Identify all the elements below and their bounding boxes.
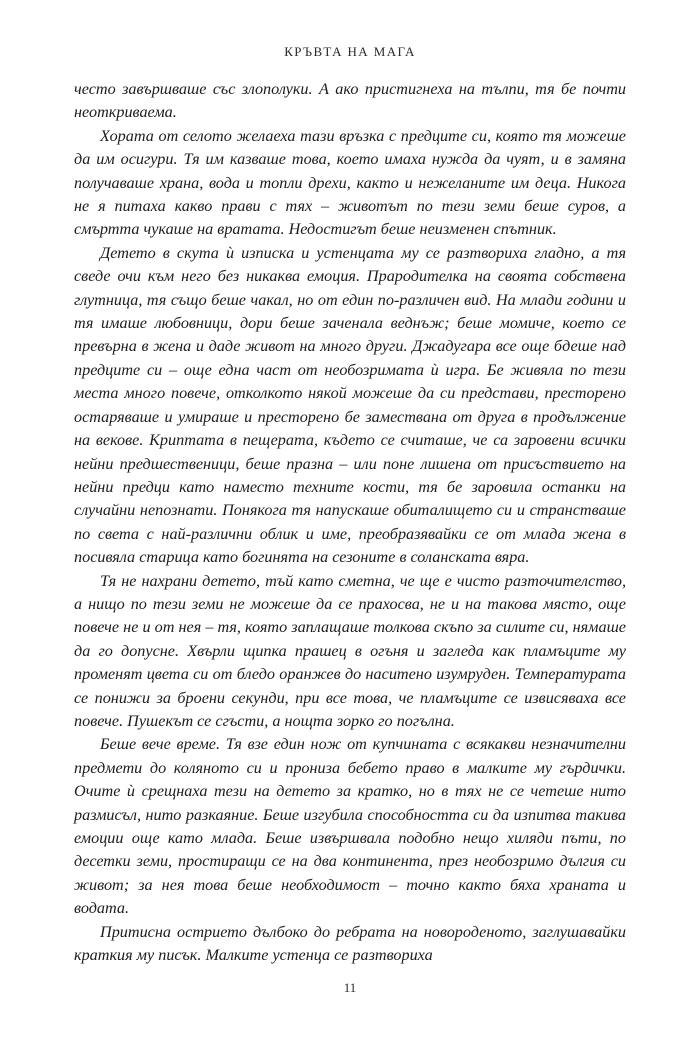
paragraph: Хората от селото желаеха тази връзка с предците си, която тя можеше да им осигури. Тя им казваше това, което имаха нужда да чуят, и в замяна получаваше храна, вода и топли дрехи, както и нежеланите им деца. Никога не я питаха какво прави с тях – животът по тези земи беше суров, а смъртта чукаше на вратата. Недостигът беше неизменен спътник. bbox=[74, 126, 626, 239]
paragraph-continued: често завършваше със злополуки. А ако пристигнеха на тълпи, тя бе почти неоткриваема. bbox=[74, 80, 626, 122]
paragraph: Тя не нахрани детето, тъй като сметна, че ще е чисто разточителство, а нищо по тези земи не можеше да се прахосва, не и на такова място, още повече не и от нея – тя, която заплащаше толкова скъпо за силите си, нямаше да го допусне. Хвърли щипка прашец в огъня и загледа как пламъците му променят цвета си от бледо оранжев до наситено изумруден. Температурата се понижи за броени секунди, при все това, че пламъците се извисяваха все повече. Пушекът се сгъсти, а нощта зорко го погълна. bbox=[74, 571, 626, 730]
paragraph: Притисна острието дълбоко до ребрата на новороденото, заглушавайки краткия му писък. Малките устенца се разтвориха bbox=[74, 922, 626, 965]
running-header: КРЪВТА НА МАГА bbox=[284, 44, 416, 59]
paragraph: Детето в скута ѝ изписка и устенцата му се разтвориха гладно, а тя сведе очи към него без никаква емоция. Прародителка на своята собствена глутница, тя също беше чакал, но от един по-различен вид. На млади години и тя имаше любовници, дори беше заченала веднъж; беше момиче, което се превърна в жена и даде живот на много други. Джадугара все още бдеше над предците си – още една част от необозримата ѝ игра. Бе живяла по тези места много повече, отколкото някой можеше да си представи, престорено остаряваше и умираше и престорено бе замествана от друга в продължение на векове. Криптата в пещерата, където се считаше, че са заровени всички нейни предшественици, беше празна – или поне лишена от присъствието на нейни предци като наместо техните кости, тя бе заровила останки на случайни непознати. Понякога тя напускаше обиталището си и странстваше по света с най-различни облик и име, преобразявайки се от млада жена в посивяла старица като богинята на сезоните в соланската вяра. bbox=[74, 243, 626, 567]
body-text bbox=[74, 78, 626, 967]
paragraph: Беше вече време. Тя взе един нож от купчината с всякакви незначителни предмети до коляното си и прониза бебето право в малките му гърдички. Очите ѝ срещнаха тези на детето за кратко, но в тях не се четеше нито размисъл, нито разкаяние. Беше изгубила способността си да изпитва такива емоции още като млада. Беше извършвала подобно нещо хиляди пъти, по десетки земи, простиращи се на два континента, през необозримо дългия си живот; за нея това беше необходимост – точно както бяха храната и водата. bbox=[74, 735, 626, 918]
page-number: 11 bbox=[343, 980, 357, 995]
